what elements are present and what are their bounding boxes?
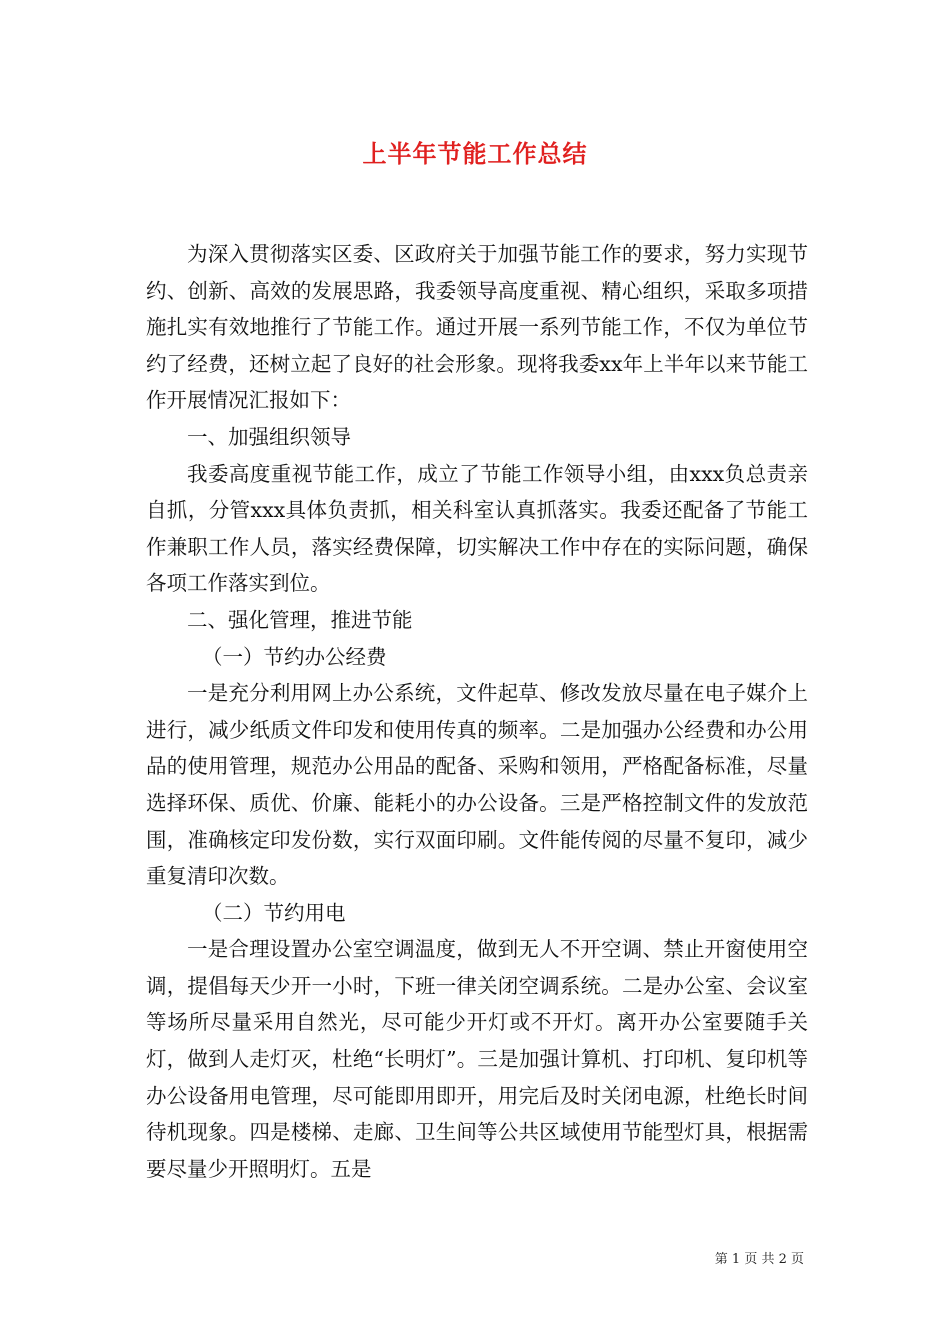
section-1-paragraph: 我委高度重视节能工作，成立了节能工作领导小组，由xxx负总责亲自抓，分管xxx具体负责抓，相关科室认真抓落实。我委还配备了节能工作兼职工作人员，落实经费保障，切实解决工作中存在的实际问题，确保各项工作落实到位。	[146, 461, 808, 596]
section-heading-2: 二、强化管理，推进节能	[187, 607, 413, 632]
subsection-heading-1: （一）节约办公经费	[202, 644, 387, 669]
intro-paragraph: 为深入贯彻落实区委、区政府关于加强节能工作的要求，努力实现节约、创新、高效的发展思路，我委领导高度重视、精心组织，采取多项措施扎实有效地推行了节能工作。通过开展一系列节能工作，不仅为单位节约了经费，还树立起了良好的社会形象。现将我委xx年上半年以来节能工作开展情况汇报如下：	[146, 242, 808, 413]
subsection-2-paragraph: 一是合理设置办公室空调温度，做到无人不开空调、禁止开窗使用空调，提倡每天少开一小时，下班一律关闭空调系统。二是办公室、会议室等场所尽量采用自然光，尽可能少开灯或不开灯。离开办公室要随手关灯，做到人走灯灭，杜绝“长明灯”。三是加强计算机、打印机、复印机等办公设备用电管理，尽可能即用即开，用完后及时关闭电源，杜绝长时间待机现象。四是楼梯、走廊、卫生间等公共区域使用节能型灯具，根据需要尽量少开照明灯。五是	[146, 937, 808, 1181]
page-number: 第 1 页 共 2 页	[714, 1252, 804, 1267]
section-heading-1: 一、加强组织领导	[187, 424, 351, 449]
subsection-1-paragraph: 一是充分利用网上办公系统，文件起草、修改发放尽量在电子媒介上进行，减少纸质文件印发和使用传真的频率。二是加强办公经费和办公用品的使用管理，规范办公用品的配备、采购和领用，严格配备标准，尽量选择环保、质优、价廉、能耗小的办公设备。三是严格控制文件的发放范围，准确核定印发份数，实行双面印刷。文件能传阅的尽量不复印，减少重复清印次数。	[146, 681, 808, 889]
document-body	[146, 236, 808, 1187]
subsection-heading-2: （二）节约用电	[202, 900, 346, 925]
document-title: 上半年节能工作总结	[362, 139, 588, 168]
